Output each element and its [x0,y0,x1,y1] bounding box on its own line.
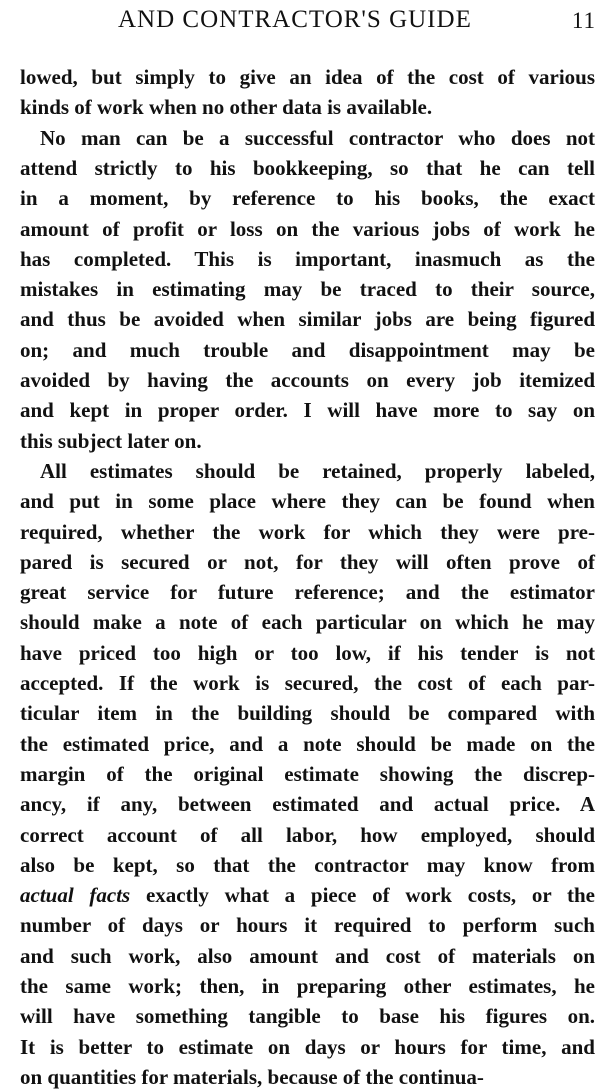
text-line: pared is secured or not, for they will often prove of [20,550,595,574]
text-line: and such work, also amount and cost of materials on [20,944,595,968]
text-line: All estimates should be retained, properly labeled, [40,459,595,483]
text-line: accepted. If the work is secured, the cost of each par- [20,671,595,695]
page-number: 11 [571,8,596,33]
text-line: margin of the original estimate showing the discrep- [20,762,595,786]
text-line: avoided by having the accounts on every job itemized [20,368,595,392]
text-line: lowed, but simply to give an idea of the cost of various [20,65,595,89]
text-line: number of days or hours it required to perform such [20,913,595,937]
text-line: amount of profit or loss on the various jobs of work he [20,217,595,241]
text-line: on; and much trouble and disappointment may be [20,338,595,362]
text-line: have priced too high or too low, if his tender is not [20,641,595,665]
text-line [20,880,595,910]
text-line: in a moment, by reference to his books, the exact [20,186,595,210]
text-line: ancy, if any, between estimated and actual price. A [20,792,595,816]
running-title: AND CONTRACTOR'S GUIDE [118,6,472,33]
text-line: It is better to estimate on days or hours for time, and [20,1035,595,1059]
text-line: should make a note of each particular on which he may [20,610,595,634]
text-line: the estimated price, and a note should be made on the [20,732,595,756]
page-header [0,4,612,40]
text-line: will have something tangible to base his figures on. [20,1004,595,1028]
text-line: great service for future reference; and the estimator [20,580,595,604]
text-line: this subject later on. [20,429,202,453]
text-line: ticular item in the building should be compared with [20,701,595,725]
text-line: also be kept, so that the contractor may know from [20,853,595,877]
text-line: No man can be a successful contractor who does not [40,126,595,150]
text-line: has completed. This is important, inasmuch as the [20,247,595,271]
text-line: correct account of all labor, how employed, should [20,823,595,847]
text-line: on quantities for materials, because of the continua- [20,1065,484,1089]
text-line: required, whether the work for which they were pre- [20,520,595,544]
italic-emphasis: actual facts [20,883,131,907]
text-line: attend strictly to his bookkeeping, so that he can tell [20,156,595,180]
text-line: and kept in proper order. I will have more to say on [20,398,595,422]
text-run: exactly what a piece of work costs, or the [130,883,595,907]
text-line: and put in some place where they can be found when [20,489,595,513]
text-line: kinds of work when no other data is available. [20,95,433,119]
text-line: mistakes in estimating may be traced to their source, [20,277,595,301]
text-line: and thus be avoided when similar jobs are being figured [20,307,595,331]
text-line: the same work; then, in preparing other estimates, he [20,974,595,998]
